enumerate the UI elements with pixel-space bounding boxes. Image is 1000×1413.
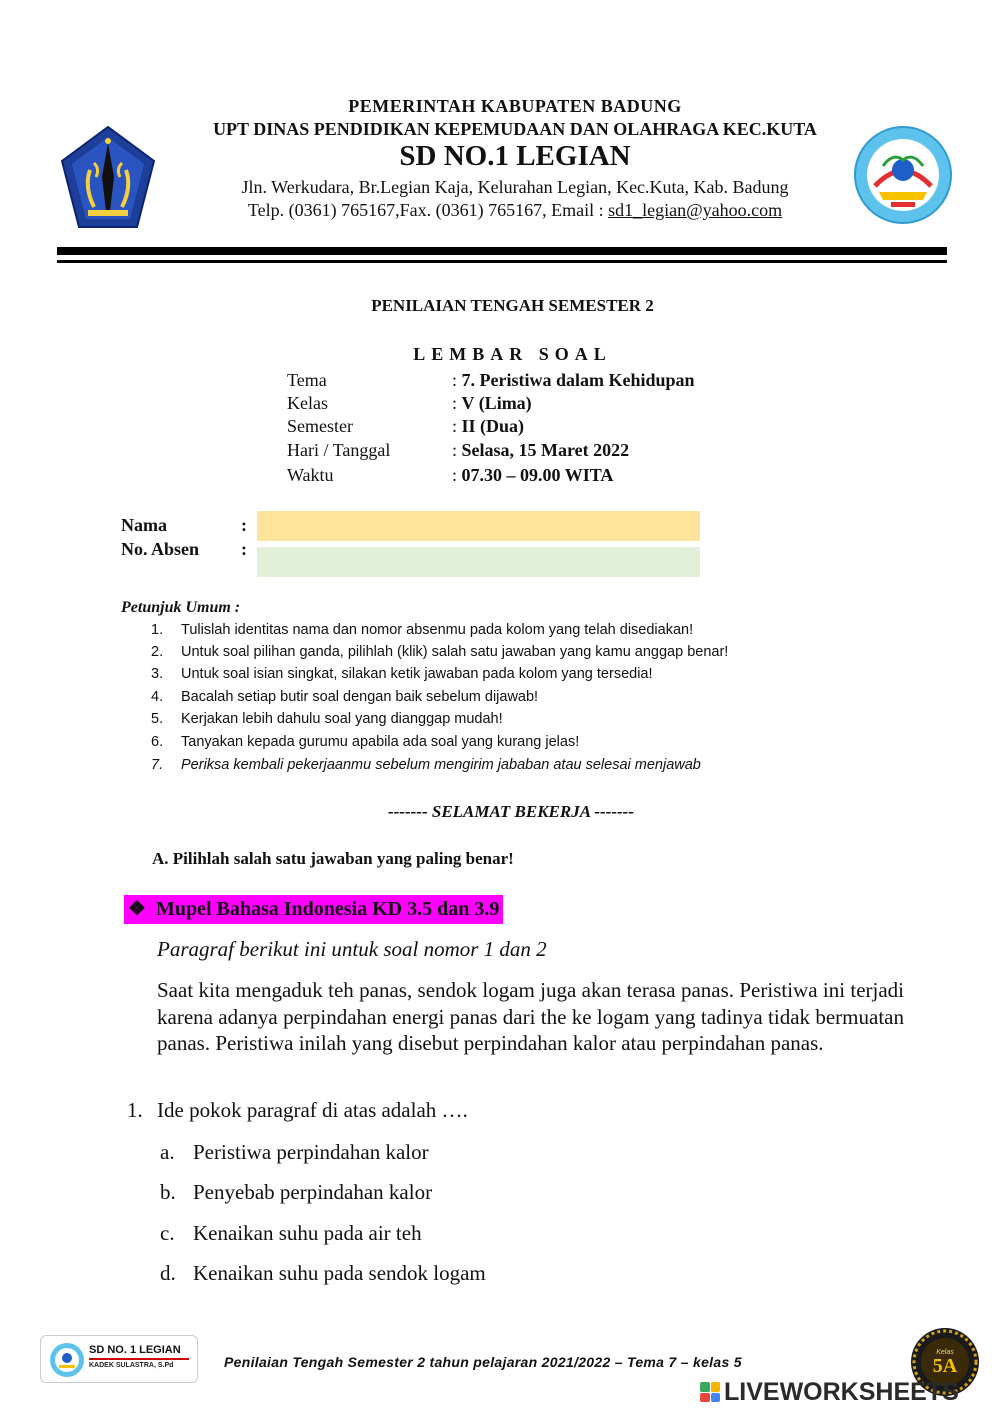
- footer-logo-name: SD NO. 1 LEGIAN: [89, 1344, 181, 1356]
- option-text[interactable]: Peristiwa perpindahan kalor: [193, 1140, 429, 1164]
- liveworksheets-wordmark: LIVEWORKSHEETS: [724, 1377, 959, 1406]
- info-label: Semester: [287, 416, 353, 436]
- nama-input[interactable]: [257, 511, 700, 541]
- question-number: 1.: [127, 1098, 143, 1122]
- option-letter: d.: [160, 1261, 176, 1285]
- absen-colon: :: [241, 539, 247, 559]
- option-text[interactable]: Penyebab perpindahan kalor: [193, 1180, 433, 1204]
- liveworksheets-logo-icon: [700, 1382, 720, 1402]
- nama-colon: :: [241, 515, 247, 535]
- contact-phone: Telp. (0361) 765167,Fax. (0361) 765167, Email :: [247, 200, 609, 220]
- paragraph-intro: Paragraf berikut ini untuk soal nomor 1 dan 2: [157, 937, 547, 961]
- diamond-bullet-icon: ❖: [128, 898, 146, 920]
- option-text[interactable]: Kenaikan suhu pada air teh: [193, 1221, 422, 1245]
- school-address: Jln. Werkudara, Br.Legian Kaja, Kelurahan Legian, Kec.Kuta, Kab. Badung: [241, 177, 789, 197]
- info-value: 7. Peristiwa dalam Kehidupan: [461, 370, 695, 390]
- instructions-title: Petunjuk Umum :: [121, 599, 241, 616]
- info-label: Tema: [287, 370, 327, 390]
- nama-label: Nama: [121, 515, 167, 535]
- contact-email-link[interactable]: sd1_legian@yahoo.com: [608, 200, 783, 220]
- info-value: Selasa, 15 Maret 2022: [461, 440, 630, 460]
- header-divider-thin: [57, 260, 947, 263]
- absen-input[interactable]: [257, 547, 700, 577]
- info-label: Waktu: [287, 465, 334, 485]
- header-divider-thick: [57, 247, 947, 255]
- info-label: Kelas: [287, 393, 328, 413]
- sheet-title: LEMBAR SOAL: [413, 344, 612, 364]
- info-value: 07.30 – 09.00 WITA: [461, 465, 614, 485]
- department-name: UPT DINAS PENDIDIKAN KEPEMUDAAN DAN OLAHRAGA KEC.KUTA: [213, 119, 817, 139]
- school-emblem-icon: [49, 1342, 85, 1378]
- badge-top-text: Kelas: [936, 1349, 954, 1356]
- exam-title: PENILAIAN TENGAH SEMESTER 2: [371, 296, 654, 315]
- footer-logo-bar: [89, 1358, 189, 1360]
- footer-school-logo: [40, 1335, 198, 1383]
- subject-heading: [124, 895, 503, 924]
- footer-caption: Penilaian Tengah Semester 2 tahun pelajaran 2021/2022 – Tema 7 – kelas 5: [224, 1354, 742, 1370]
- info-label: Hari / Tanggal: [287, 440, 391, 460]
- government-name: PEMERINTAH KABUPATEN BADUNG: [348, 96, 682, 116]
- option-letter: c.: [160, 1221, 175, 1245]
- school-contact: [0, 200, 1000, 221]
- option-letter: a.: [160, 1140, 175, 1164]
- liveworksheets-brand: [700, 1377, 959, 1407]
- option-text[interactable]: Kenaikan suhu pada sendok logam: [193, 1261, 486, 1285]
- badge-main-text: 5A: [932, 1355, 958, 1377]
- section-a-heading: A. Pilihlah salah satu jawaban yang paling benar!: [152, 849, 514, 868]
- subject-heading-text: Mupel Bahasa Indonesia KD 3.5 dan 3.9: [155, 898, 500, 920]
- footer-logo-subtitle: KADEK SULASTRA, S.Pd: [89, 1362, 174, 1369]
- info-value: II (Dua): [461, 416, 525, 436]
- reading-passage: Saat kita mengaduk teh panas, sendok logam juga akan terasa panas. Peristiwa ini terjadi karena adanya perpindahan energi panas dari the ke logam yang tadinya tidak bermuatan panas. Peristiwa inilah yang disebut perpindahan kalor atau perpindahan panas.: [157, 978, 904, 1055]
- greeting: ------- SELAMAT BEKERJA -------: [387, 802, 635, 821]
- question-text: Ide pokok paragraf di atas adalah ….: [157, 1098, 468, 1122]
- option-letter: b.: [160, 1180, 176, 1204]
- info-value: V (Lima): [461, 393, 532, 413]
- school-name: SD NO.1 LEGIAN: [399, 140, 631, 172]
- absen-label: No. Absen: [121, 539, 200, 559]
